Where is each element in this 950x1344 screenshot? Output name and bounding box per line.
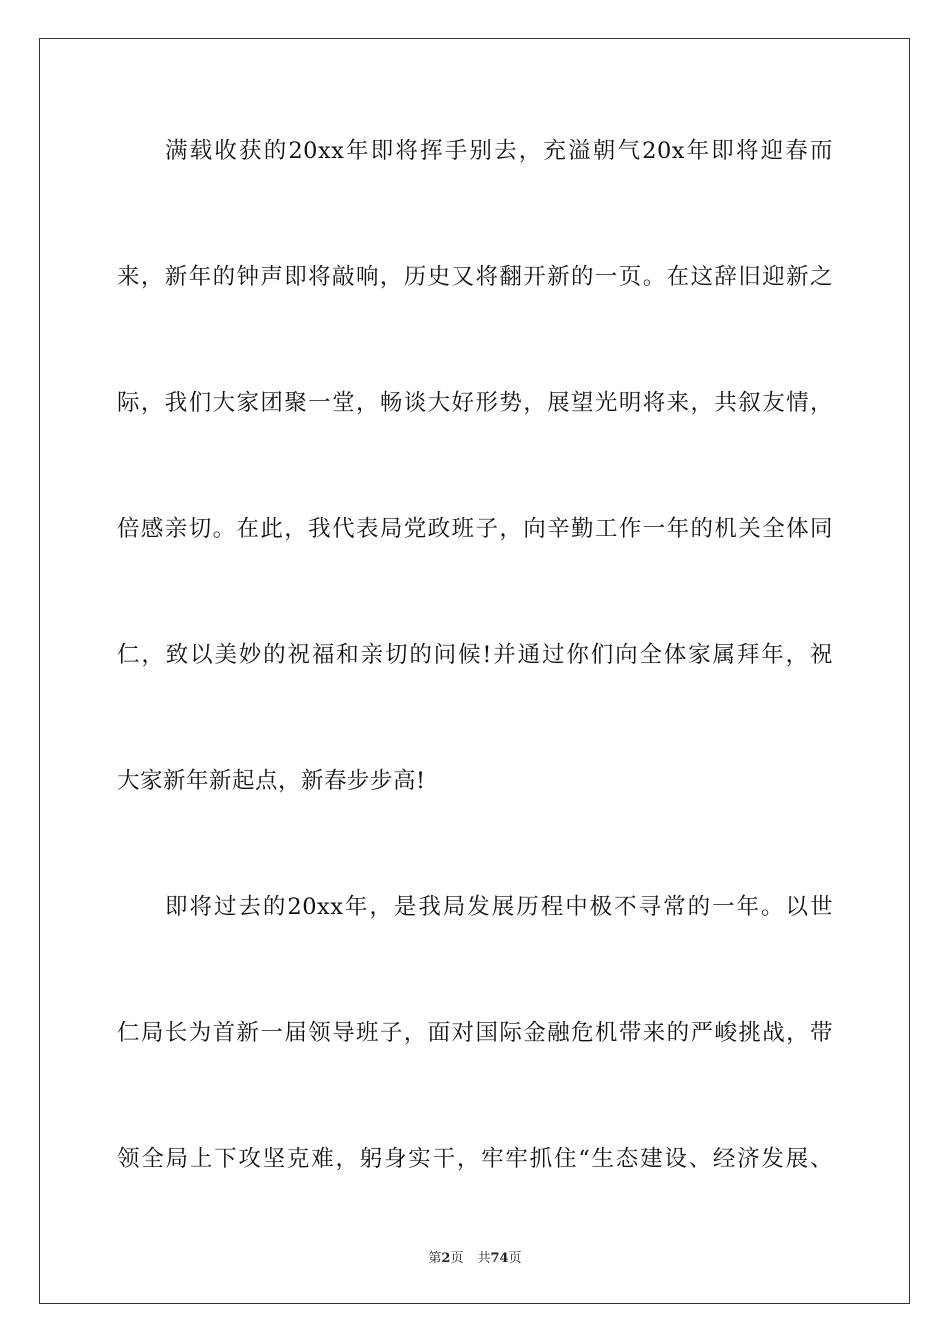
footer-page-prefix: 第 [428, 1251, 442, 1266]
paragraph-2-line-3: 领全局上下攻坚克难，躬身实干，牢牢抓住“生态建设、经济发展、 [117, 1146, 833, 1172]
paragraph-1-line-5: 仁，致以美妙的祝福和亲切的问候!并通过你们向全体家属拜年，祝 [117, 642, 833, 668]
paragraph-1-line-4: 倍感亲切。在此，我代表局党政班子，向辛勤工作一年的机关全体同 [117, 516, 833, 542]
page-frame [39, 38, 910, 1304]
footer-total-prefix: 共 [477, 1251, 491, 1266]
paragraph-2-line-2: 仁局长为首新一届领导班子，面对国际金融危机带来的严峻挑战，带 [117, 1020, 833, 1046]
paragraph-1-line-2: 来，新年的钟声即将敲响，历史又将翻开新的一页。在这辞旧迎新之 [117, 264, 833, 290]
paragraph-2-line-1: 即将过去的20xx年，是我局发展历程中极不寻常的一年。以世 [165, 894, 833, 920]
footer-total-pages: 74 [490, 1251, 509, 1266]
paragraph-1-line-6: 大家新年新起点，新春步步高! [117, 768, 426, 794]
footer-total-suffix: 页 [508, 1251, 522, 1266]
page-footer [0, 1247, 950, 1266]
paragraph-1-line-3: 际，我们大家团聚一堂，畅谈大好形势，展望光明将来，共叙友情， [117, 390, 833, 416]
footer-page-number: 2 [441, 1251, 451, 1266]
footer-page-suffix: 页 [450, 1251, 464, 1266]
paragraph-1-line-1: 满载收获的20xx年即将挥手别去，充溢朝气20x年即将迎春而 [165, 138, 833, 164]
